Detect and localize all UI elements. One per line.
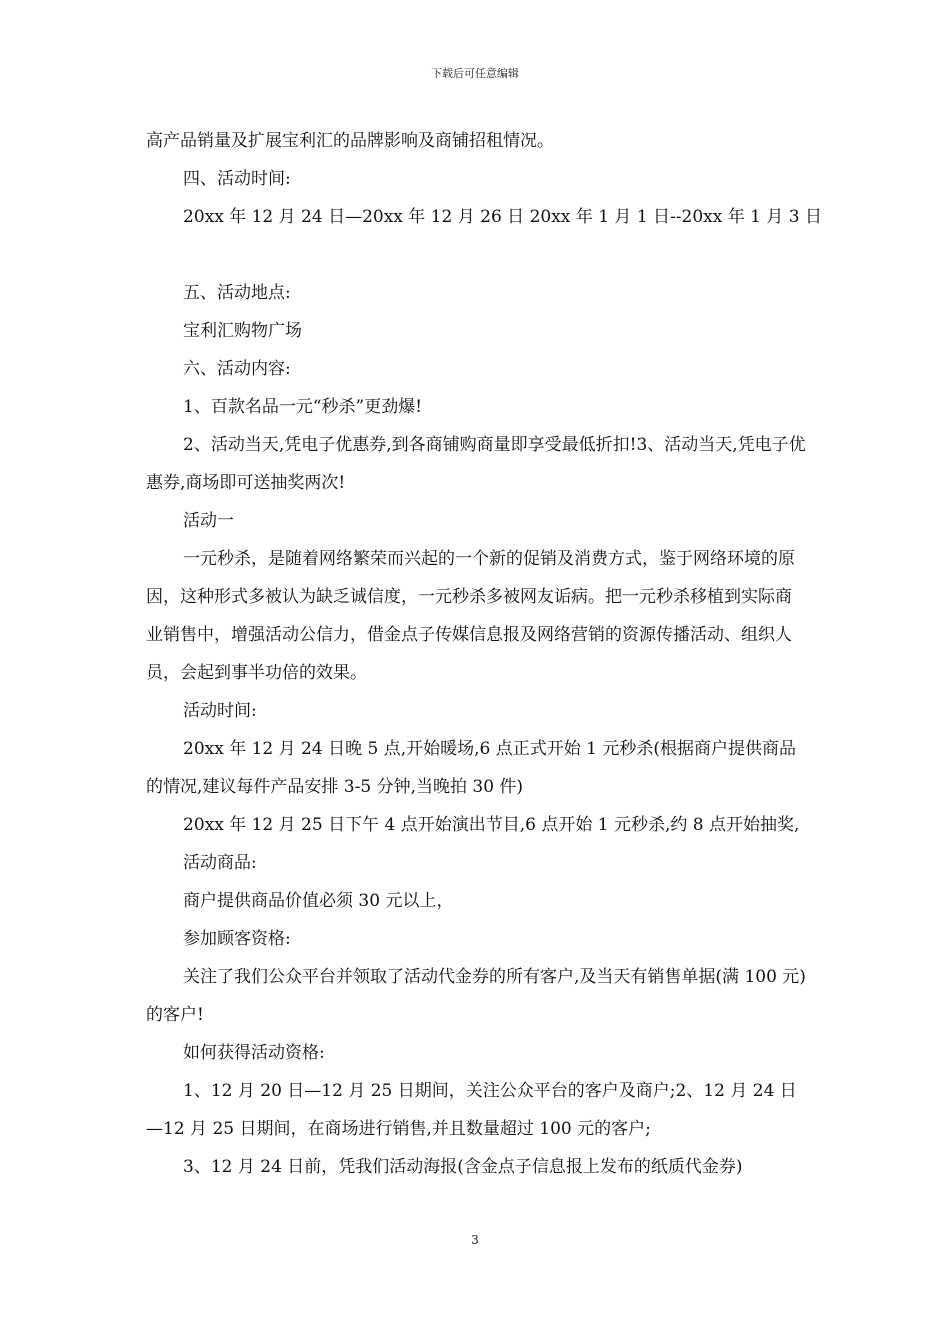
heading-how-to-qualify: 如何获得活动资格:	[183, 1043, 325, 1063]
paragraph-dec-25-schedule: 20xx 年 12 月 25 日下午 4 点开始演出节目,6 点开始 1 元秒杀,约 8 点开始抽奖,	[183, 815, 800, 835]
page-header-note: 下载后可任意编辑	[431, 67, 519, 80]
document-body	[146, 122, 822, 1186]
paragraph-eligibility-detail: 关注了我们公众平台并领取了活动代金券的所有客户,及当天有销售单据(满 100 元)的客户!	[146, 967, 806, 1025]
paragraph-flash-sale-intro: 一元秒杀，是随着网络繁荣而兴起的一个新的促销及消费方式，鉴于网络环境的原因，这种形式多被认为缺乏诚信度，一元秒杀多被网友诟病。把一元秒杀移植到实际商业销售中，增强活动公信力，借金点子传媒信息报及网络营销的资源传播活动、组织人员，会起到事半功倍的效果。	[146, 549, 795, 683]
paragraph-activity-dates: 20xx 年 12 月 24 日—20xx 年 12 月 26 日 20xx 年 1 月 1 日--20xx 年 1 月 3 日	[183, 207, 822, 227]
page-number: 3	[471, 1233, 479, 1247]
heading-activity-time: 四、活动时间:	[183, 169, 291, 189]
heading-activity-goods: 活动商品:	[183, 853, 257, 873]
heading-activity-location: 五、活动地点:	[183, 283, 291, 303]
paragraph-content-item-2-3: 2、活动当天,凭电子优惠券,到各商铺购商量即享受最低折扣!3、活动当天,凭电子优惠券,商场即可送抽奖两次!	[146, 435, 806, 493]
heading-activity-content: 六、活动内容:	[183, 359, 291, 379]
heading-activity-one: 活动一	[183, 511, 234, 531]
paragraph-location: 宝利汇购物广场	[183, 321, 302, 341]
paragraph-dec-24-schedule: 20xx 年 12 月 24 日晚 5 点,开始暖场,6 点正式开始 1 元秒杀(根据商户提供商品的情况,建议每件产品安排 3-5 分钟,当晚拍 30 件)	[146, 739, 796, 797]
blank-line	[146, 236, 808, 274]
heading-activity-one-time: 活动时间:	[183, 701, 257, 721]
paragraph-qualify-items-1-2: 1、12 月 20 日—12 月 25 日期间，关注公众平台的客户及商户;2、12 月 24 日—12 月 25 日期间，在商场进行销售,并且数量超过 100 元的客户;	[146, 1081, 797, 1139]
paragraph-content-item-1: 1、百款名品一元“秒杀”更劲爆!	[183, 397, 423, 417]
heading-customer-eligibility: 参加顾客资格:	[183, 929, 291, 949]
paragraph-qualify-item-3: 3、12 月 24 日前，凭我们活动海报(含金点子信息报上发布的纸质代金券)	[183, 1157, 743, 1177]
paragraph-goods-value: 商户提供商品价值必须 30 元以上，	[183, 891, 454, 911]
paragraph-brand-impact: 高产品销量及扩展宝利汇的品牌影响及商铺招租情况。	[146, 131, 554, 151]
